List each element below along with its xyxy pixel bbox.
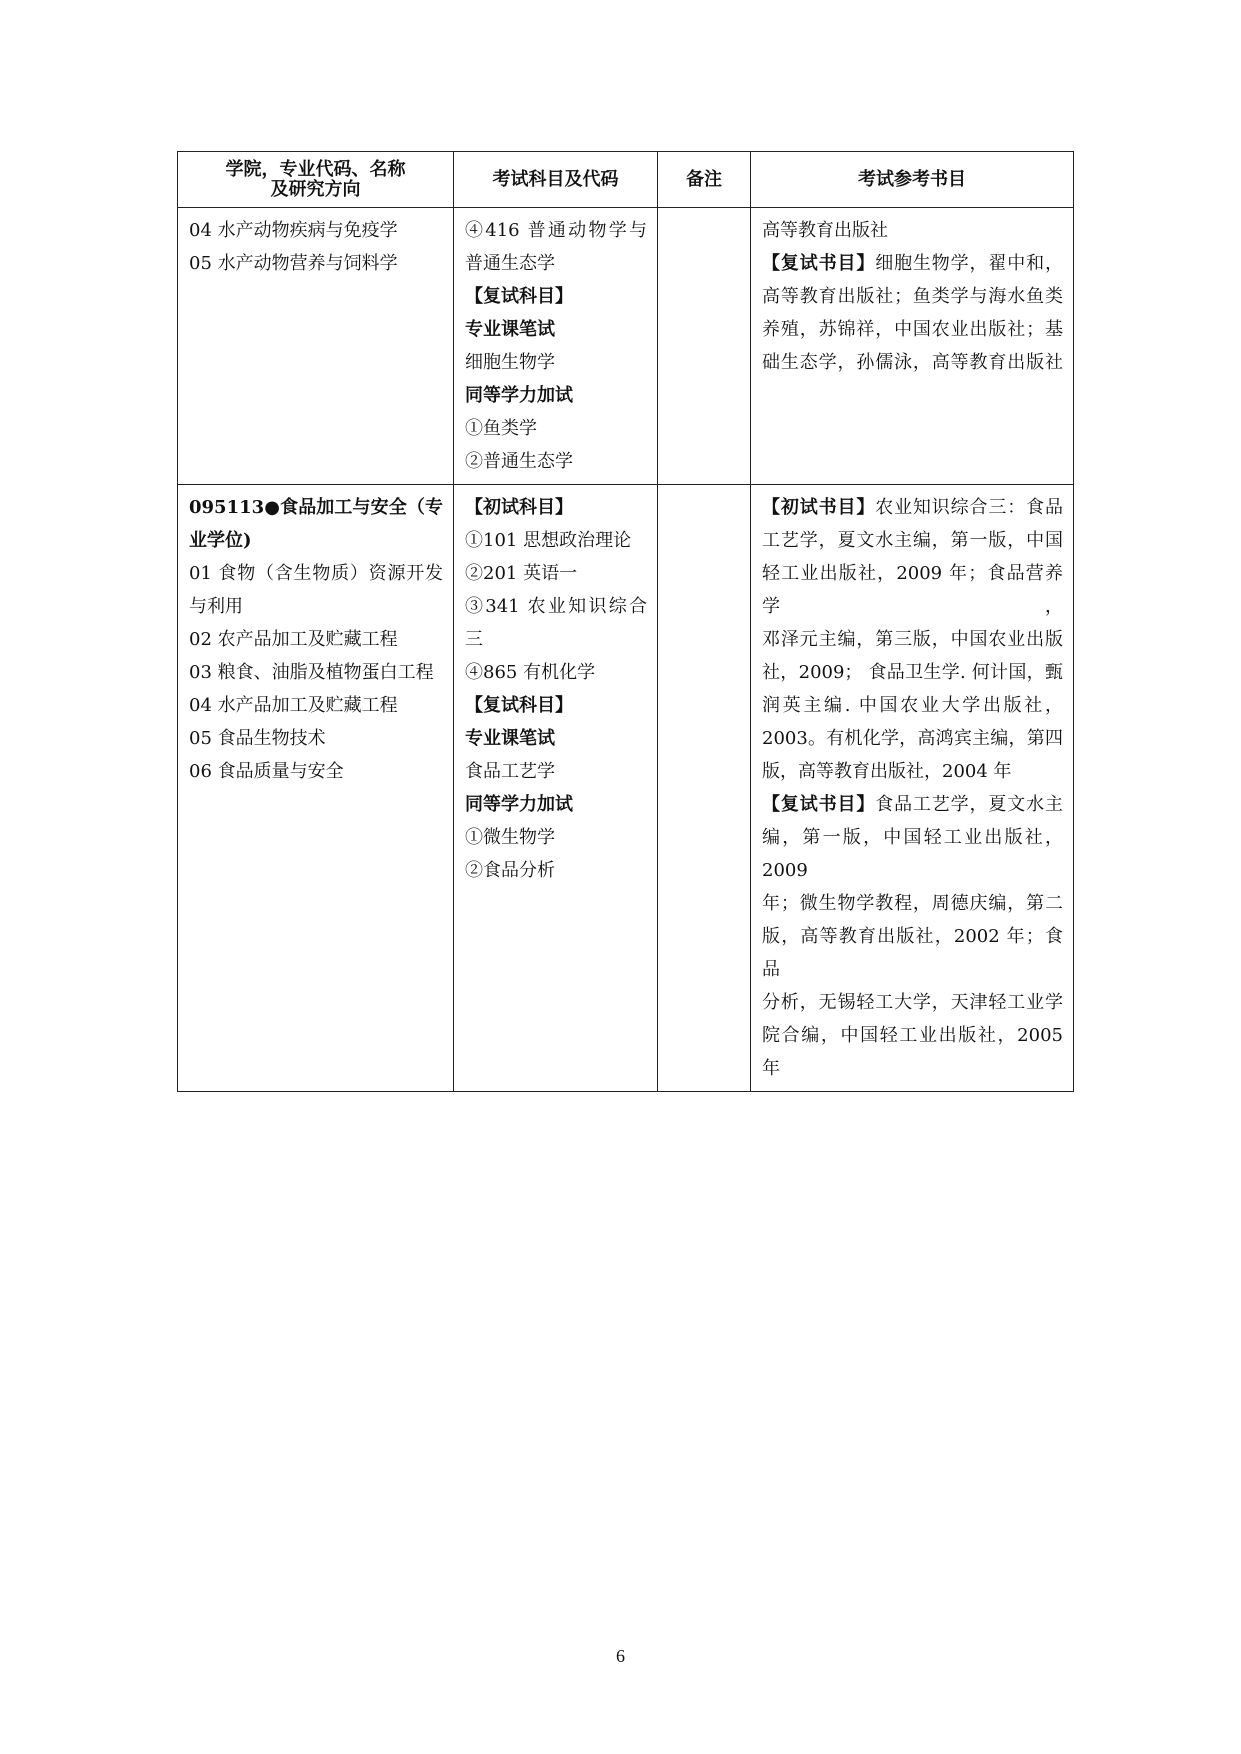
subject-line: ②普通生态学: [465, 451, 573, 472]
book-text: 食品工艺学，夏文水主: [875, 794, 1064, 815]
header-subjects-label: 考试科目及代码: [492, 168, 619, 190]
book-text: 高等教育出版社: [762, 220, 888, 241]
book-text: 版，高等教育出版社，2004 年: [762, 761, 1012, 782]
book-text: 社，2009； 食品卫生学. 何计国，甄: [762, 662, 1063, 683]
book-text: 高等教育出版社；鱼类学与海水鱼类: [762, 286, 1063, 307]
book-line: [762, 656, 1063, 689]
book-line: [762, 214, 1063, 247]
book-text: 编，第一版，中国轻工业出版社，2009: [762, 827, 1063, 881]
book-line: [762, 280, 1063, 313]
book-line: [762, 491, 1063, 524]
major-title: 095113●食品加工与安全（专: [189, 497, 443, 518]
book-line: [762, 247, 1063, 280]
book-line: [762, 557, 1063, 623]
book-line: [762, 986, 1063, 1019]
subject-line: 三: [465, 629, 483, 650]
book-text: 院合编，中国轻工业出版社，2005 年: [762, 1025, 1063, 1079]
book-line: [762, 524, 1063, 557]
book-text: 养殖，苏锦祥，中国农业出版社；基: [762, 319, 1063, 340]
book-line: [762, 722, 1063, 755]
subject-heading: 专业课笔试: [465, 728, 555, 749]
header-major: [178, 152, 454, 208]
book-text: 年；微生物学教程，周德庆编，第二: [762, 893, 1063, 914]
table-header-row: [178, 152, 1074, 208]
book-text: 邓泽元主编，第三版，中国农业出版: [762, 629, 1063, 650]
book-line: [762, 821, 1063, 887]
remark-cell: [658, 485, 751, 1092]
header-subjects: [454, 152, 658, 208]
remark-cell: [658, 208, 751, 485]
book-line: [762, 623, 1063, 656]
book-line: [762, 887, 1063, 920]
header-books: [751, 152, 1074, 208]
major-direction: 04 水产动物疾病与免疫学: [189, 220, 398, 241]
subject-line: 食品工艺学: [465, 761, 555, 782]
subject-heading: 【初试科目】: [465, 497, 573, 518]
subject-line: ③341 农业知识综合: [465, 596, 647, 617]
subject-line: ②食品分析: [465, 860, 555, 881]
subject-line: 普通生态学: [465, 253, 555, 274]
major-direction: 04 水产品加工及贮藏工程: [189, 695, 398, 716]
major-title: 业学位): [189, 530, 252, 551]
book-text: 版，高等教育出版社，2002 年；食品: [762, 926, 1063, 980]
subject-heading: 同等学力加试: [465, 794, 573, 815]
subject-line: ④865 有机化学: [465, 662, 596, 683]
subject-heading: 专业课笔试: [465, 319, 555, 340]
book-text: 2003。有机化学，高鸿宾主编，第四: [762, 728, 1063, 749]
subject-heading: 【复试科目】: [465, 286, 573, 307]
table-row: [178, 485, 1074, 1092]
book-text: 础生态学，孙儒泳，高等教育出版社: [762, 352, 1063, 373]
book-line: [762, 689, 1063, 722]
subject-line: ①微生物学: [465, 827, 555, 848]
book-line: [762, 755, 1063, 788]
subject-line: ④416 普通动物学与: [465, 220, 647, 241]
subjects-cell: [454, 208, 658, 485]
book-text: 轻工业出版社，2009 年；食品营养学，: [762, 563, 1063, 617]
major-cell: [178, 485, 454, 1092]
book-text: 分析，无锡轻工大学，天津轻工业学: [762, 992, 1063, 1013]
header-major-line1: 学院，专业代码、名称: [225, 158, 406, 180]
book-line: [762, 920, 1063, 986]
subjects-cell: [454, 485, 658, 1092]
book-line: [762, 313, 1063, 346]
book-text: 农业知识综合三：食品: [875, 497, 1064, 518]
curriculum-table: [177, 151, 1074, 1092]
subject-line: ①101 思想政治理论: [465, 530, 632, 551]
book-text: 工艺学，夏文水主编，第一版，中国: [762, 530, 1063, 551]
subject-line: ②201 英语一: [465, 563, 578, 584]
major-direction: 03 粮食、油脂及植物蛋白工程: [189, 662, 434, 683]
books-cell: [751, 485, 1074, 1092]
header-remark-label: 备注: [686, 168, 722, 190]
book-line: [762, 1019, 1063, 1085]
subject-heading: 【复试科目】: [465, 695, 573, 716]
book-text: 细胞生物学，翟中和，: [875, 253, 1064, 274]
header-books-label: 考试参考书目: [858, 168, 966, 190]
book-line: [762, 788, 1063, 821]
major-direction: 与利用: [189, 596, 243, 617]
page-number: 6: [616, 1646, 625, 1666]
major-direction: 06 食品质量与安全: [189, 761, 344, 782]
book-heading: 【复试书目】: [762, 253, 876, 274]
header-major-line2: 及研究方向: [270, 178, 361, 200]
book-heading: 【复试书目】: [762, 794, 876, 815]
subject-line: ①鱼类学: [465, 418, 537, 439]
subject-heading: 同等学力加试: [465, 385, 573, 406]
book-text: 润英主编. 中国农业大学出版社，: [762, 695, 1063, 716]
major-direction: 01 食物（含生物质）资源开发: [189, 563, 443, 584]
book-line: [762, 346, 1063, 379]
header-remark: [658, 152, 751, 208]
books-cell: [751, 208, 1074, 485]
major-cell: [178, 208, 454, 485]
major-direction: 05 食品生物技术: [189, 728, 326, 749]
book-heading: 【初试书目】: [762, 497, 876, 518]
table-row: [178, 208, 1074, 485]
major-direction: 05 水产动物营养与饲料学: [189, 253, 398, 274]
subject-line: 细胞生物学: [465, 352, 555, 373]
major-direction: 02 农产品加工及贮藏工程: [189, 629, 398, 650]
